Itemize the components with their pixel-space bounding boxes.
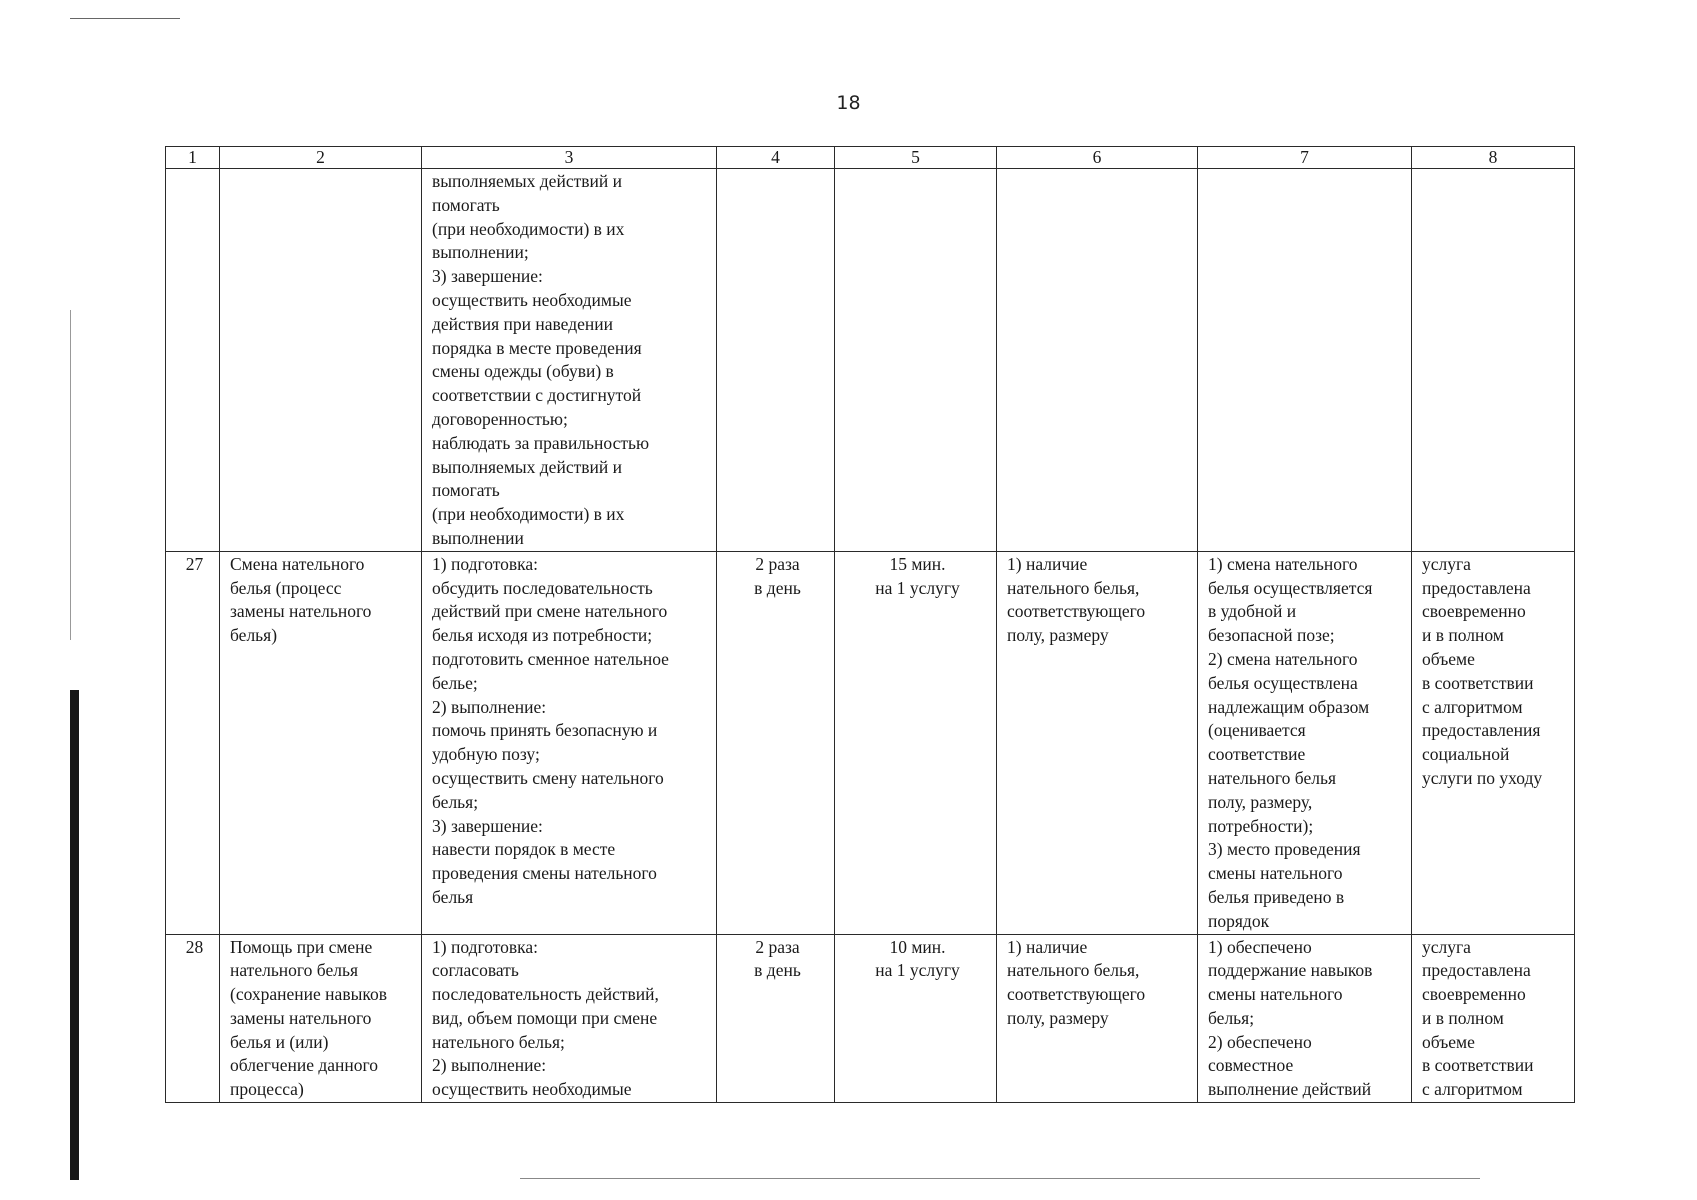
- column-header: 5: [835, 147, 997, 169]
- cell-text-line: услуги по уходу: [1422, 767, 1543, 788]
- cell-service-name: [220, 551, 422, 934]
- cell-text-line: 1) обеспечено: [1208, 936, 1312, 957]
- cell-text-line: помочь принять безопасную и: [432, 720, 658, 741]
- column-header: 2: [220, 147, 422, 169]
- cell-text-line: вид, объем помощи при смене: [432, 1007, 658, 1028]
- cell-text-line: нательного белья,: [1007, 960, 1140, 981]
- cell-text-line: обсудить последовательность: [432, 577, 653, 598]
- cell-text-line: 2 раза: [755, 553, 800, 574]
- cell-text-line: с алгоритмом: [1422, 696, 1523, 717]
- cell-service-content: [422, 551, 717, 934]
- cell-frequency: [717, 551, 835, 934]
- cell-frequency: [717, 169, 835, 552]
- cell-text-line: нательного белья;: [432, 1031, 565, 1052]
- column-header: 3: [422, 147, 717, 169]
- cell-conditions: [997, 934, 1198, 1103]
- cell-service-name: [220, 169, 422, 552]
- cell-frequency: [717, 934, 835, 1103]
- cell-text-line: в соответствии: [1422, 672, 1534, 693]
- cell-text-line: в день: [754, 577, 801, 598]
- cell-text-line: (сохранение навыков: [230, 984, 387, 1005]
- cell-text-line: осуществить необходимые: [432, 1079, 632, 1100]
- cell-evaluation: [1412, 934, 1575, 1103]
- cell-text-line: и в полном: [1422, 1007, 1504, 1028]
- cell-text-line: предоставления: [1422, 720, 1541, 741]
- cell-text-line: действий при смене нательного: [432, 601, 668, 622]
- table-row: [166, 551, 1575, 934]
- cell-text-line: смены нательного: [1208, 863, 1343, 884]
- scan-artifact-bottom-line: [520, 1178, 1480, 1179]
- cell-text-line: выполнение действий: [1208, 1079, 1372, 1100]
- cell-text-line: полу, размеру: [1007, 1007, 1109, 1028]
- cell-text-line: навести порядок в месте: [432, 839, 616, 860]
- cell-text-line: белья осуществлена: [1208, 672, 1358, 693]
- cell-text-line: последовательность действий,: [432, 984, 659, 1005]
- cell-text-line: 1) подготовка:: [432, 553, 539, 574]
- cell-text-line: 2) выполнение:: [432, 1055, 547, 1076]
- cell-text-line: белья;: [432, 791, 479, 812]
- cell-text-line: 1) наличие: [1007, 553, 1088, 574]
- cell-text-line: нательного белья: [230, 960, 358, 981]
- cell-text-line: выполняемых действий и: [432, 456, 622, 477]
- cell-service-content: [422, 934, 717, 1103]
- cell-text-line: смены одежды (обуви) в: [432, 361, 614, 382]
- scan-artifact-left-bar: [70, 690, 79, 1180]
- cell-text-line: белья: [432, 886, 474, 907]
- cell-text-line: белье;: [432, 672, 478, 693]
- cell-quality-indicators: [1198, 551, 1412, 934]
- cell-text-line: соответствующего: [1007, 984, 1146, 1005]
- cell-text-line: белья (процесс: [230, 577, 342, 598]
- cell-text-line: порядка в месте проведения: [432, 337, 642, 358]
- cell-text-line: предоставлена: [1422, 960, 1531, 981]
- cell-text-line: поддержание навыков: [1208, 960, 1373, 981]
- cell-text-line: помогать: [432, 480, 500, 501]
- cell-text-line: осуществить необходимые: [432, 289, 632, 310]
- cell-text-line: договоренностью;: [432, 408, 568, 429]
- cell-duration: [835, 934, 997, 1103]
- cell-text-line: совместное: [1208, 1055, 1294, 1076]
- cell-text-line: соответствии с достигнутой: [432, 385, 642, 406]
- cell-text-line: белья осуществляется: [1208, 577, 1373, 598]
- cell-text-line: 1) наличие: [1007, 936, 1088, 957]
- cell-text-line: проведения смены нательного: [432, 863, 657, 884]
- cell-text-line: в день: [754, 960, 801, 981]
- cell-text-line: подготовить сменное нательное: [432, 648, 669, 669]
- cell-text-line: полу, размеру: [1007, 625, 1109, 646]
- cell-text-line: замены нательного: [230, 1007, 372, 1028]
- cell-text-line: выполняемых действий и: [432, 171, 622, 191]
- column-header: 8: [1412, 147, 1575, 169]
- cell-text-line: (при необходимости) в их: [432, 218, 625, 239]
- table-row: [166, 934, 1575, 1103]
- cell-text-line: 1) смена нательного: [1208, 553, 1358, 574]
- column-header: 6: [997, 147, 1198, 169]
- cell-text-line: 3) завершение:: [432, 815, 543, 836]
- cell-text-line: и в полном: [1422, 625, 1504, 646]
- cell-text-line: удобную позу;: [432, 744, 540, 765]
- scan-artifact-top-line: [70, 18, 180, 19]
- cell-text-line: социальной: [1422, 744, 1510, 765]
- cell-text-line: 10 мин.: [889, 936, 946, 957]
- cell-text-line: своевременно: [1422, 601, 1526, 622]
- cell-text-line: с алгоритмом: [1422, 1079, 1523, 1100]
- cell-text-line: порядок: [1208, 910, 1270, 931]
- cell-text-line: осуществить смену нательного: [432, 767, 664, 788]
- cell-text-line: согласовать: [432, 960, 519, 981]
- cell-text-line: (при необходимости) в их: [432, 504, 625, 525]
- cell-text-line: помогать: [432, 194, 500, 215]
- cell-text-line: 2 раза: [755, 936, 800, 957]
- cell-text-line: предоставлена: [1422, 577, 1531, 598]
- cell-text-line: объеме: [1422, 1031, 1475, 1052]
- cell-text-line: надлежащим образом: [1208, 696, 1370, 717]
- cell-text-line: своевременно: [1422, 984, 1526, 1005]
- cell-text-line: белья приведено в: [1208, 886, 1345, 907]
- column-header: 7: [1198, 147, 1412, 169]
- cell-text-line: 15 мин.: [889, 553, 946, 574]
- services-table: [165, 146, 1575, 1103]
- cell-text-line: выполнении: [432, 527, 524, 548]
- cell-text-line: выполнении;: [432, 242, 529, 263]
- cell-text-line: белья): [230, 625, 278, 646]
- cell-text-line: полу, размеру,: [1208, 791, 1313, 812]
- cell-text-line: 2) выполнение:: [432, 696, 547, 717]
- cell-text-line: 2) обеспечено: [1208, 1031, 1312, 1052]
- cell-text-line: объеме: [1422, 648, 1475, 669]
- cell-conditions: [997, 551, 1198, 934]
- cell-number: [166, 169, 220, 552]
- cell-quality-indicators: [1198, 169, 1412, 552]
- cell-text-line: 3) завершение:: [432, 266, 543, 287]
- cell-text-line: замены нательного: [230, 601, 372, 622]
- cell-number: 28: [166, 934, 220, 1103]
- cell-service-content: [422, 169, 717, 552]
- cell-text-line: услуга: [1422, 936, 1471, 957]
- table-row-continuation: [166, 169, 1575, 552]
- cell-text-line: в соответствии: [1422, 1055, 1534, 1076]
- cell-text-line: 1) подготовка:: [432, 936, 539, 957]
- cell-text-line: белья и (или): [230, 1031, 329, 1052]
- cell-number: 27: [166, 551, 220, 934]
- cell-text-line: услуга: [1422, 553, 1471, 574]
- cell-text-line: соответствие: [1208, 744, 1306, 765]
- cell-quality-indicators: [1198, 934, 1412, 1103]
- column-header: 1: [166, 147, 220, 169]
- cell-text-line: в удобной и: [1208, 601, 1297, 622]
- cell-service-name: [220, 934, 422, 1103]
- cell-duration: [835, 551, 997, 934]
- cell-conditions: [997, 169, 1198, 552]
- cell-duration: [835, 169, 997, 552]
- cell-text-line: смены нательного: [1208, 984, 1343, 1005]
- column-number-row: [166, 147, 1575, 169]
- cell-text-line: на 1 услугу: [875, 577, 960, 598]
- cell-text-line: облегчение данного: [230, 1055, 378, 1076]
- cell-text-line: действия при наведении: [432, 313, 613, 334]
- cell-evaluation: [1412, 551, 1575, 934]
- cell-text-line: белья исходя из потребности;: [432, 625, 653, 646]
- cell-text-line: Смена нательного: [230, 553, 365, 574]
- cell-text-line: (оценивается: [1208, 720, 1306, 741]
- cell-text-line: нательного белья,: [1007, 577, 1140, 598]
- column-header: 4: [717, 147, 835, 169]
- scan-artifact-left-thin-line: [70, 310, 71, 640]
- cell-evaluation: [1412, 169, 1575, 552]
- cell-text-line: процесса): [230, 1079, 304, 1100]
- cell-text-line: наблюдать за правильностью: [432, 432, 650, 453]
- cell-text-line: на 1 услугу: [875, 960, 960, 981]
- cell-text-line: 3) место проведения: [1208, 839, 1361, 860]
- cell-text-line: потребности);: [1208, 815, 1314, 836]
- cell-text-line: Помощь при смене: [230, 936, 373, 957]
- page-number: 18: [836, 92, 861, 114]
- cell-text-line: белья;: [1208, 1007, 1255, 1028]
- cell-text-line: соответствующего: [1007, 601, 1146, 622]
- cell-text-line: нательного белья: [1208, 767, 1336, 788]
- cell-text-line: 2) смена нательного: [1208, 648, 1358, 669]
- cell-text-line: безопасной позе;: [1208, 625, 1335, 646]
